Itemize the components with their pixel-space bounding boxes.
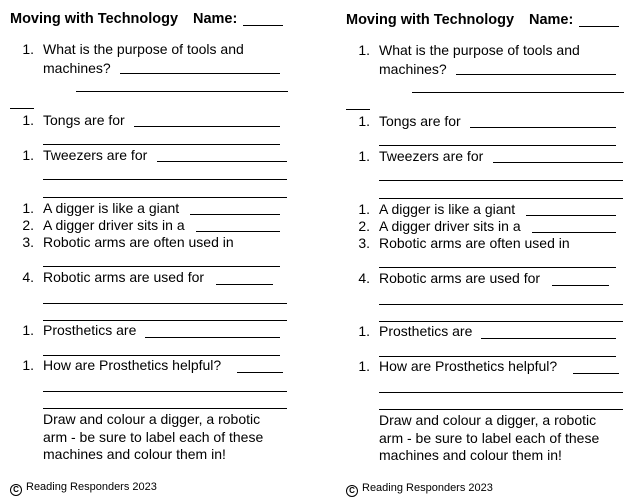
answer-line bbox=[379, 180, 623, 181]
answer-line bbox=[379, 392, 623, 393]
answer-line bbox=[346, 109, 370, 110]
copyright-icon: C bbox=[10, 484, 22, 496]
question-number: 1. bbox=[358, 148, 370, 164]
question-number: 2. bbox=[22, 217, 34, 233]
answer-line bbox=[43, 197, 287, 198]
copyright-icon: C bbox=[346, 485, 358, 497]
answer-line bbox=[526, 215, 616, 216]
drawing-instruction: Draw and colour a digger, a robotic bbox=[43, 411, 261, 427]
question-number: 1. bbox=[358, 113, 370, 129]
question-number: 1. bbox=[22, 357, 34, 373]
question-text: machines? bbox=[43, 60, 111, 76]
question-text: Prosthetics are bbox=[43, 322, 137, 338]
answer-line bbox=[481, 338, 616, 339]
answer-line bbox=[134, 126, 280, 127]
name-label: Name: bbox=[529, 12, 574, 28]
answer-line bbox=[43, 144, 280, 145]
name-blank-line bbox=[243, 25, 283, 26]
worksheet-title: Moving with Technology bbox=[10, 11, 179, 27]
question-text: Tongs are for bbox=[379, 113, 461, 129]
name-blank-line bbox=[579, 26, 619, 27]
question-number: 3. bbox=[358, 235, 370, 251]
worksheet-right bbox=[336, 0, 644, 498]
question-text: Robotic arms are often used in bbox=[43, 234, 234, 250]
answer-line bbox=[157, 161, 287, 162]
answer-line bbox=[573, 373, 619, 374]
answer-line bbox=[379, 321, 623, 322]
answer-line bbox=[76, 91, 288, 92]
answer-line bbox=[43, 355, 280, 356]
question-text: Tongs are for bbox=[43, 112, 125, 128]
copyright-footer bbox=[346, 482, 493, 497]
answer-line bbox=[379, 145, 616, 146]
answer-line bbox=[43, 408, 287, 409]
answer-line bbox=[379, 198, 623, 199]
question-text: Robotic arms are often used in bbox=[379, 235, 570, 251]
question-number: 1. bbox=[22, 200, 34, 216]
answer-line bbox=[532, 232, 616, 233]
answer-line bbox=[43, 179, 287, 180]
answer-line bbox=[43, 391, 287, 392]
question-number: 1. bbox=[22, 41, 34, 57]
question-text: A digger driver sits in a bbox=[379, 218, 521, 234]
question-text: machines? bbox=[379, 61, 447, 77]
question-number: 1. bbox=[22, 112, 34, 128]
question-number: 1. bbox=[22, 147, 34, 163]
answer-line bbox=[216, 284, 273, 285]
footer-text: Reading Responders 2023 bbox=[26, 481, 157, 493]
copyright-footer bbox=[10, 481, 157, 496]
worksheet-title: Moving with Technology bbox=[346, 12, 515, 28]
answer-line bbox=[470, 127, 616, 128]
answer-line bbox=[379, 356, 616, 357]
question-number: 1. bbox=[22, 322, 34, 338]
answer-line bbox=[190, 214, 280, 215]
answer-line bbox=[379, 409, 623, 410]
question-number: 1. bbox=[358, 201, 370, 217]
question-text: Prosthetics are bbox=[379, 323, 473, 339]
question-number: 4. bbox=[22, 269, 34, 285]
question-text: A digger driver sits in a bbox=[43, 217, 185, 233]
answer-line bbox=[552, 285, 609, 286]
footer-text: Reading Responders 2023 bbox=[362, 482, 493, 494]
answer-line bbox=[10, 108, 34, 109]
answer-line bbox=[237, 372, 283, 373]
answer-line bbox=[379, 267, 616, 268]
question-text: What is the purpose of tools and bbox=[43, 41, 244, 57]
question-number: 3. bbox=[22, 234, 34, 250]
question-text: Robotic arms are used for bbox=[43, 269, 205, 285]
drawing-instruction: machines and colour them in! bbox=[43, 446, 226, 462]
answer-line bbox=[379, 304, 623, 305]
drawing-instruction: arm - be sure to label each of these bbox=[379, 430, 600, 446]
question-text: What is the purpose of tools and bbox=[379, 42, 580, 58]
question-text: A digger is like a giant bbox=[379, 201, 516, 217]
question-text: How are Prosthetics helpful? bbox=[379, 358, 558, 374]
question-text: Tweezers are for bbox=[379, 148, 484, 164]
answer-line bbox=[493, 162, 623, 163]
answer-line bbox=[456, 74, 616, 75]
answer-line bbox=[120, 73, 280, 74]
drawing-instruction: machines and colour them in! bbox=[379, 447, 562, 463]
answer-line bbox=[412, 92, 624, 93]
question-text: How are Prosthetics helpful? bbox=[43, 357, 222, 373]
question-text: Robotic arms are used for bbox=[379, 270, 541, 286]
answer-line bbox=[145, 337, 280, 338]
drawing-instruction: Draw and colour a digger, a robotic bbox=[379, 412, 597, 428]
question-number: 1. bbox=[358, 42, 370, 58]
answer-line bbox=[43, 266, 280, 267]
question-number: 2. bbox=[358, 218, 370, 234]
question-text: Tweezers are for bbox=[43, 147, 148, 163]
drawing-instruction: arm - be sure to label each of these bbox=[43, 429, 264, 445]
answer-line bbox=[43, 320, 287, 321]
answer-line bbox=[43, 303, 287, 304]
question-text: A digger is like a giant bbox=[43, 200, 180, 216]
question-number: 1. bbox=[358, 323, 370, 339]
name-label: Name: bbox=[193, 11, 238, 27]
question-number: 1. bbox=[358, 358, 370, 374]
answer-line bbox=[196, 231, 280, 232]
question-number: 4. bbox=[358, 270, 370, 286]
